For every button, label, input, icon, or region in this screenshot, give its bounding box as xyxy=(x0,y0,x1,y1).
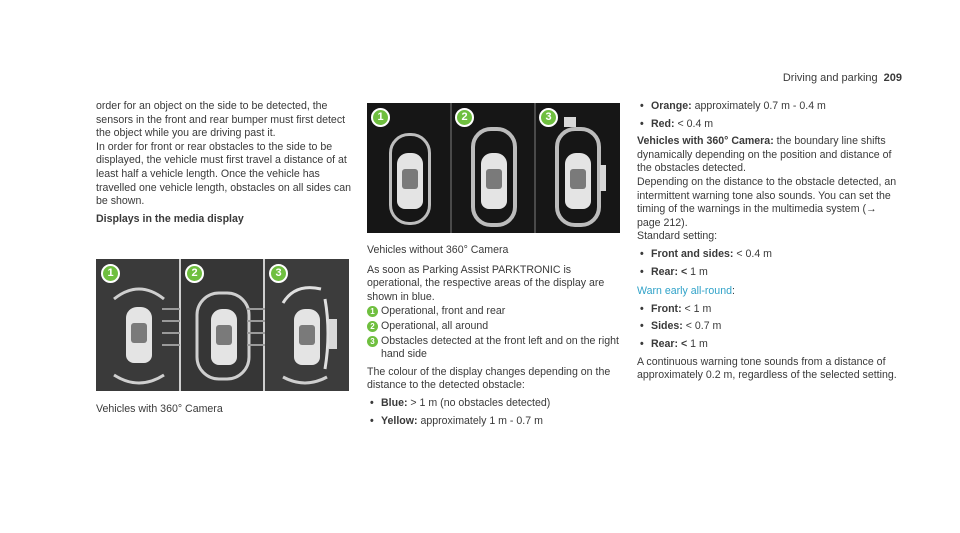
item-value: 1 m xyxy=(687,337,708,350)
item-text: Operational, all around xyxy=(381,319,489,332)
warn-colon: : xyxy=(732,285,735,298)
page-header xyxy=(783,72,902,86)
list-item xyxy=(637,338,899,352)
figure-label: 3 xyxy=(269,264,288,283)
item-value: < 0.4 m xyxy=(733,247,772,260)
item-number: 3 xyxy=(367,336,378,347)
page-number: 209 xyxy=(883,72,902,84)
figure-panel xyxy=(367,103,452,233)
paragraph-label: Vehicles with 360° Camera: xyxy=(637,135,774,148)
car-icon xyxy=(565,153,591,209)
item-label: Rear: < xyxy=(651,337,688,350)
figure-panel xyxy=(452,103,536,233)
section-title: Driving and parking xyxy=(782,72,878,84)
list-item xyxy=(637,320,899,334)
item-value: approximately 0.7 m - 0.4 m xyxy=(691,100,826,112)
column-1 xyxy=(96,100,354,226)
paragraph: Depending on the distance to the obstacle detected, an intermittent warning tone also sounds. You can set the timing of the warnings in the multimedia system (→ page 212). xyxy=(637,175,897,229)
figure-label: 1 xyxy=(101,264,120,283)
list-item xyxy=(367,305,625,319)
figure-panel xyxy=(536,103,620,233)
item-value: 1 m xyxy=(687,265,708,278)
list-item xyxy=(637,118,899,132)
list-item xyxy=(367,397,625,411)
item-value: < 0.4 m xyxy=(674,117,714,130)
item-label: Red: xyxy=(651,117,675,130)
standard-heading: Standard setting: xyxy=(637,230,718,243)
warn-link[interactable]: Warn early all-round xyxy=(637,285,732,298)
obstacle-marker xyxy=(564,117,576,127)
list-item xyxy=(637,266,899,280)
figure-label: 2 xyxy=(185,264,204,283)
item-number: 1 xyxy=(367,306,378,317)
list-item xyxy=(637,100,899,114)
item-label: Blue: xyxy=(381,396,408,409)
paragraph-text: the boundary line shifts dynamically depending on the position and distance of the obstacles detected. xyxy=(637,135,892,175)
section-heading: Displays in the media display xyxy=(96,212,244,225)
list-item xyxy=(637,303,899,317)
figure-caption: Vehicles without 360° Camera xyxy=(367,244,509,256)
figure-panel xyxy=(181,259,265,391)
item-value: < 1 m xyxy=(681,302,712,315)
item-value: > 1 m (no obstacles detected) xyxy=(407,396,551,409)
figure-label: 1 xyxy=(371,108,390,127)
column-3 xyxy=(637,100,899,383)
car-icon xyxy=(397,153,423,209)
paragraph: As soon as Parking Assist PARKTRONIC is operational, the respective areas of the display are shown in blue. xyxy=(367,263,605,303)
item-text: Obstacles detected at the front left and on the right hand side xyxy=(381,334,619,361)
item-value: approximately 1 m - 0.7 m xyxy=(417,414,543,427)
paragraph: A continuous warning tone sounds from a distance of approximately 0.2 m, regardless of the selected setting. xyxy=(637,355,897,382)
figure-label: 3 xyxy=(539,108,558,127)
paragraph: The colour of the display changes depending on the distance to the detected obstacle: xyxy=(367,365,611,392)
paragraph xyxy=(637,135,899,176)
figure-panel xyxy=(96,259,181,391)
item-number: 2 xyxy=(367,321,378,332)
item-text: Operational, front and rear xyxy=(381,305,506,318)
figure-label: 2 xyxy=(455,108,474,127)
item-label: Sides: xyxy=(651,320,683,333)
warn-heading xyxy=(637,285,899,299)
obstacle-marker xyxy=(600,165,606,191)
item-value: < 0.7 m xyxy=(682,320,722,333)
list-item xyxy=(367,335,625,362)
figure-caption: Vehicles with 360° Camera xyxy=(96,403,223,415)
item-label: Yellow: xyxy=(381,414,418,427)
figure-360-camera xyxy=(96,259,349,391)
column-2 xyxy=(367,244,625,428)
list-item xyxy=(367,320,625,334)
car-icon xyxy=(481,153,507,209)
paragraph: In order for front or rear obstacles to the side to be displayed, the vehicle must first travel a distance of at least half a vehicle length. Once the vehicle has travelled one vehicle length, obstacles on all sides can be shown. xyxy=(96,140,351,208)
list-item xyxy=(367,415,625,429)
item-label: Front: xyxy=(651,302,682,315)
figure-panel xyxy=(265,259,349,391)
item-label: Orange: xyxy=(651,100,692,112)
paragraph: order for an object on the side to be detected, the sensors in the front and rear bumper must first detect the object while you are driving past it. xyxy=(96,100,346,140)
list-item xyxy=(637,248,899,262)
item-label: Front and sides: xyxy=(651,247,734,260)
figure-without-360-camera xyxy=(367,103,620,233)
item-label: Rear: < xyxy=(651,265,688,278)
